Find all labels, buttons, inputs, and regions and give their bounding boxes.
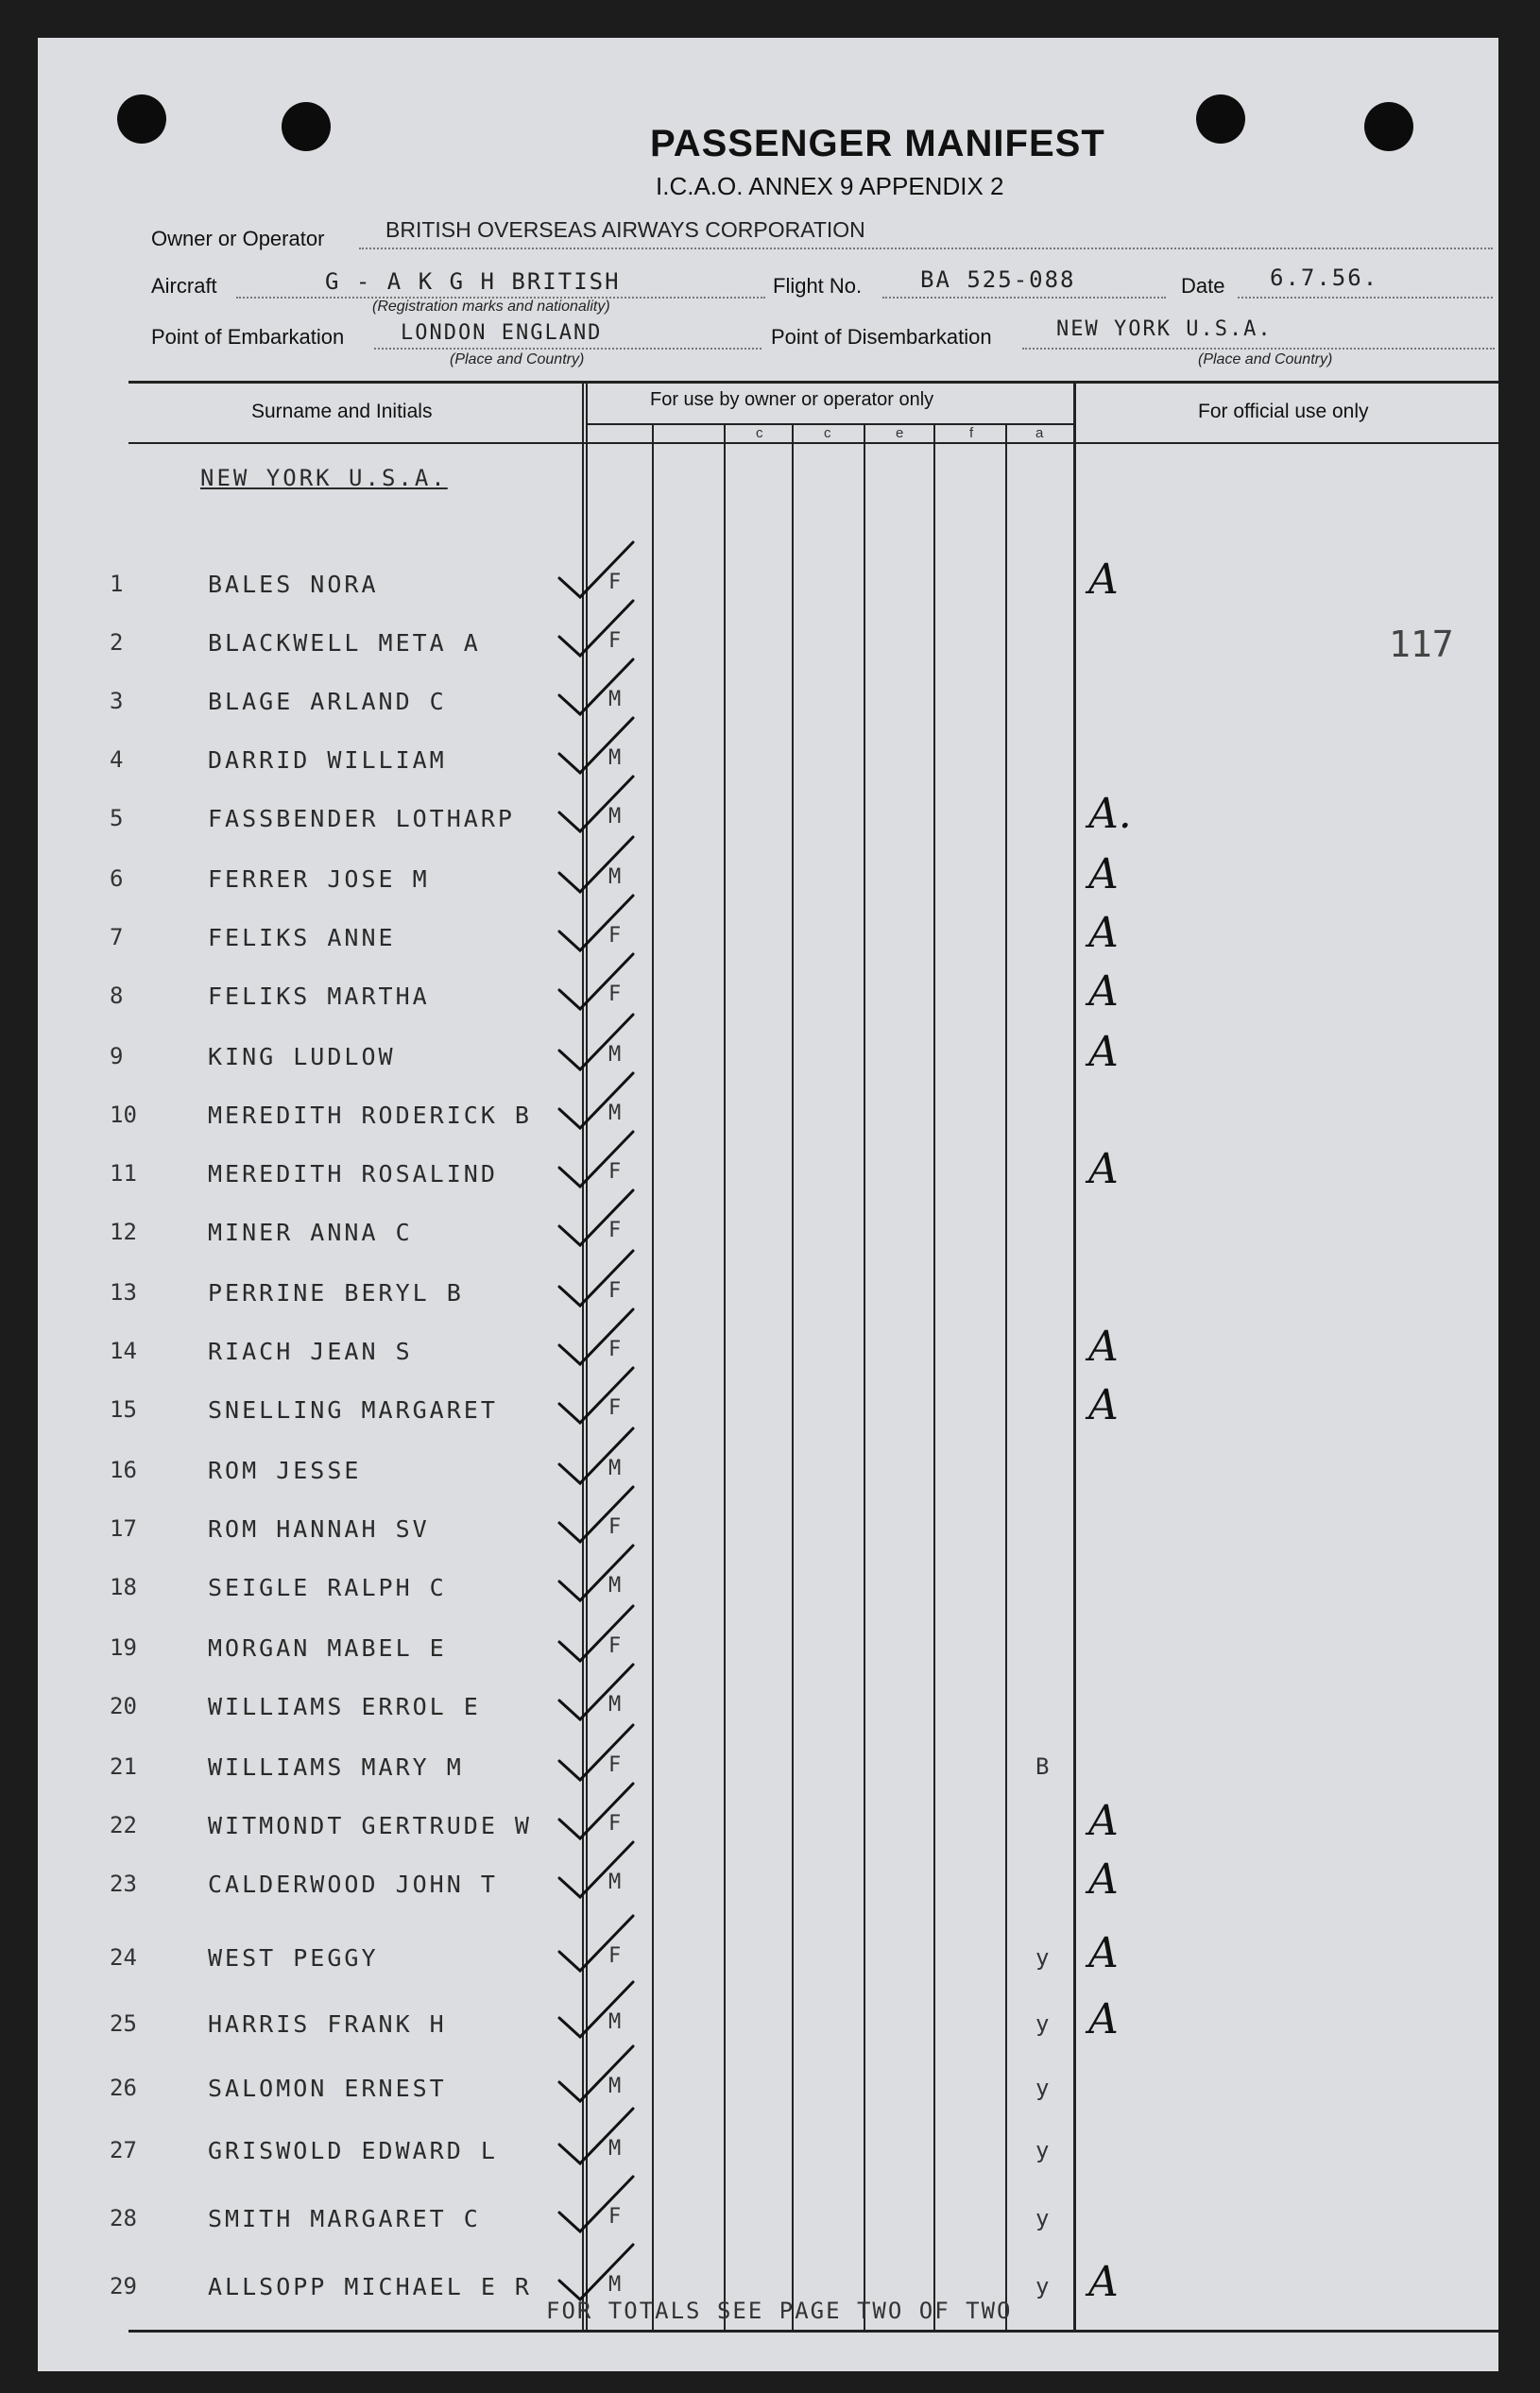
row-22-number: 22: [110, 1812, 137, 1838]
col-divider-6: [864, 425, 865, 2330]
row-29-official-mark: A: [1088, 2258, 1119, 2306]
registration-note: (Registration marks and nationality): [372, 299, 610, 315]
row-21-sex: F: [608, 1753, 622, 1777]
row-22-name: WITMONDT GERTRUDE W: [208, 1812, 532, 1839]
owner-dotline: [359, 248, 1493, 249]
row-3-number: 3: [110, 688, 124, 714]
punch-hole-left-1: [117, 94, 166, 144]
row-15-official-mark: A: [1088, 1381, 1119, 1429]
col-divider-8: [1005, 425, 1007, 2330]
row-8-number: 8: [110, 983, 124, 1009]
embark-label: Point of Embarkation: [151, 325, 345, 349]
row-24-official-mark: A: [1088, 1929, 1119, 1977]
row-15-name: SNELLING MARGARET: [208, 1396, 498, 1424]
row-6-sex: M: [608, 865, 622, 889]
disembark-value: NEW YORK U.S.A.: [1056, 317, 1273, 341]
col-divider-1: [582, 381, 584, 2330]
destination-heading: NEW YORK U.S.A.: [200, 465, 448, 491]
row-12-sex: F: [608, 1219, 622, 1242]
row-24-sex: F: [608, 1944, 622, 1968]
page-subtitle: I.C.A.O. ANNEX 9 APPENDIX 2: [656, 172, 1004, 200]
row-26-sex: M: [608, 2075, 622, 2098]
row-21-name: WILLIAMS MARY M: [208, 1753, 464, 1781]
row-11-official-mark: A: [1088, 1145, 1119, 1193]
row-2-sex: F: [608, 629, 622, 653]
row-1-official-mark: A: [1088, 556, 1119, 604]
row-20-number: 20: [110, 1693, 137, 1719]
col-divider-2: [586, 381, 588, 2330]
row-14-official-mark: A: [1088, 1323, 1119, 1371]
row-25-official-mark: A: [1088, 1995, 1119, 2043]
row-29-extra: y: [1035, 2273, 1050, 2299]
row-20-name: WILLIAMS ERROL E: [208, 1693, 481, 1720]
row-28-sex: F: [608, 2205, 622, 2229]
disembark-note: (Place and Country): [1198, 351, 1333, 367]
row-29-number: 29: [110, 2273, 137, 2299]
row-22-official-mark: A: [1088, 1797, 1119, 1845]
row-21-extra: B: [1035, 1753, 1050, 1780]
row-16-number: 16: [110, 1457, 137, 1483]
row-27-extra: y: [1035, 2137, 1050, 2163]
row-5-number: 5: [110, 805, 124, 831]
row-27-number: 27: [110, 2137, 137, 2163]
col-divider-9: [1073, 381, 1076, 2330]
col-divider-7: [933, 425, 935, 2330]
page-stamp-number: 117: [1389, 624, 1454, 665]
row-24-number: 24: [110, 1944, 137, 1971]
disembark-label: Point of Disembarkation: [771, 325, 992, 349]
row-16-name: ROM JESSE: [208, 1457, 362, 1484]
row-9-official-mark: A: [1088, 1028, 1119, 1076]
flight-label: Flight No.: [773, 274, 863, 298]
row-27-sex: M: [608, 2137, 622, 2161]
row-14-name: RIACH JEAN S: [208, 1338, 413, 1365]
row-11-sex: F: [608, 1160, 622, 1184]
row-26-extra: y: [1035, 2075, 1050, 2101]
row-15-number: 15: [110, 1396, 137, 1423]
embark-value: LONDON ENGLAND: [401, 321, 603, 345]
date-dotline: [1238, 297, 1493, 299]
row-13-number: 13: [110, 1279, 137, 1306]
aircraft-label: Aircraft: [151, 274, 217, 298]
row-1-number: 1: [110, 571, 124, 597]
row-18-number: 18: [110, 1574, 137, 1600]
row-8-sex: F: [608, 983, 622, 1006]
row-22-sex: F: [608, 1812, 622, 1836]
row-18-sex: M: [608, 1574, 622, 1598]
row-16-sex: M: [608, 1457, 622, 1480]
row-12-name: MINER ANNA C: [208, 1219, 413, 1246]
row-2-name: BLACKWELL META A: [208, 629, 481, 657]
totals-footer: FOR TOTALS SEE PAGE TWO OF TWO: [546, 2298, 1013, 2324]
row-1-name: BALES NORA: [208, 571, 379, 598]
row-11-name: MEREDITH ROSALIND: [208, 1160, 498, 1188]
row-26-name: SALOMON ERNEST: [208, 2075, 447, 2102]
col-divider-4: [724, 425, 726, 2330]
row-27-name: GRISWOLD EDWARD L: [208, 2137, 498, 2164]
header-owner-use: For use by owner or operator only: [650, 389, 934, 410]
punch-hole-right-1: [1196, 94, 1245, 144]
row-23-official-mark: A: [1088, 1855, 1119, 1904]
row-19-number: 19: [110, 1634, 137, 1661]
row-19-name: MORGAN MABEL E: [208, 1634, 447, 1662]
row-5-name: FASSBENDER LOTHARP: [208, 805, 515, 832]
row-20-sex: M: [608, 1693, 622, 1717]
row-12-number: 12: [110, 1219, 137, 1245]
row-6-number: 6: [110, 865, 124, 892]
owner-label: Owner or Operator: [151, 227, 325, 250]
col-divider-5: [792, 425, 794, 2330]
row-25-name: HARRIS FRANK H: [208, 2010, 447, 2038]
row-6-name: FERRER JOSE M: [208, 865, 430, 893]
subheader-c1: c: [756, 425, 763, 441]
embark-note: (Place and Country): [450, 351, 585, 367]
row-5-sex: M: [608, 805, 622, 829]
date-label: Date: [1181, 274, 1225, 298]
row-24-name: WEST PEGGY: [208, 1944, 379, 1972]
row-24-extra: y: [1035, 1944, 1050, 1971]
subheader-c2: c: [824, 425, 831, 441]
row-28-extra: y: [1035, 2205, 1050, 2231]
row-8-name: FELIKS MARTHA: [208, 983, 430, 1010]
row-17-number: 17: [110, 1515, 137, 1542]
header-surname: Surname and Initials: [251, 401, 433, 422]
row-10-name: MEREDITH RODERICK B: [208, 1102, 532, 1129]
row-9-name: KING LUDLOW: [208, 1043, 396, 1070]
row-14-number: 14: [110, 1338, 137, 1364]
flight-value: BA 525-088: [920, 266, 1076, 293]
row-7-name: FELIKS ANNE: [208, 924, 396, 951]
row-5-official-mark: A.: [1088, 790, 1132, 838]
row-4-sex: M: [608, 746, 622, 770]
row-19-sex: F: [608, 1634, 622, 1658]
row-14-sex: F: [608, 1338, 622, 1361]
row-23-name: CALDERWOOD JOHN T: [208, 1871, 498, 1898]
disembark-dotline: [1022, 348, 1495, 350]
row-9-number: 9: [110, 1043, 124, 1069]
punch-hole-left-2: [282, 102, 331, 151]
subheader-a: a: [1035, 425, 1044, 441]
row-4-number: 4: [110, 746, 124, 773]
table-header-rule: [128, 442, 1498, 444]
aircraft-value: G - A K G H BRITISH: [325, 268, 621, 295]
punch-hole-right-2: [1364, 102, 1413, 151]
row-29-sex: M: [608, 2273, 622, 2297]
row-25-number: 25: [110, 2010, 137, 2037]
row-10-sex: M: [608, 1102, 622, 1125]
row-10-number: 10: [110, 1102, 137, 1128]
row-18-name: SEIGLE RALPH C: [208, 1574, 447, 1601]
row-4-name: DARRID WILLIAM: [208, 746, 447, 774]
row-13-sex: F: [608, 1279, 622, 1303]
row-7-sex: F: [608, 924, 622, 948]
row-2-number: 2: [110, 629, 124, 656]
row-25-sex: M: [608, 2010, 622, 2034]
subheader-f: f: [969, 425, 974, 441]
date-value: 6.7.56.: [1270, 265, 1379, 291]
row-21-number: 21: [110, 1753, 137, 1780]
owner-value: BRITISH OVERSEAS AIRWAYS CORPORATION: [385, 217, 865, 242]
row-23-sex: M: [608, 1871, 622, 1894]
row-9-sex: M: [608, 1043, 622, 1067]
row-8-official-mark: A: [1088, 967, 1119, 1016]
row-3-name: BLAGE ARLAND C: [208, 688, 447, 715]
row-7-number: 7: [110, 924, 124, 950]
header-official-use: For official use only: [1198, 401, 1369, 422]
table-bottom-rule: [128, 2330, 1498, 2333]
col-divider-3: [652, 425, 654, 2330]
row-15-sex: F: [608, 1396, 622, 1420]
page-title: PASSENGER MANIFEST: [650, 123, 1105, 164]
row-11-number: 11: [110, 1160, 137, 1187]
table-top-rule: [128, 381, 1498, 384]
row-1-sex: F: [608, 571, 622, 594]
subheader-e: e: [896, 425, 904, 441]
row-28-number: 28: [110, 2205, 137, 2231]
row-23-number: 23: [110, 1871, 137, 1897]
row-17-sex: F: [608, 1515, 622, 1539]
flight-dotline: [882, 297, 1166, 299]
row-13-name: PERRINE BERYL B: [208, 1279, 464, 1307]
row-3-sex: M: [608, 688, 622, 711]
embark-dotline: [374, 348, 761, 350]
row-17-name: ROM HANNAH SV: [208, 1515, 430, 1543]
row-7-official-mark: A: [1088, 909, 1119, 957]
row-29-name: ALLSOPP MICHAEL E R: [208, 2273, 532, 2300]
row-25-extra: y: [1035, 2010, 1050, 2037]
row-28-name: SMITH MARGARET C: [208, 2205, 481, 2232]
row-26-number: 26: [110, 2075, 137, 2101]
row-6-official-mark: A: [1088, 850, 1119, 898]
